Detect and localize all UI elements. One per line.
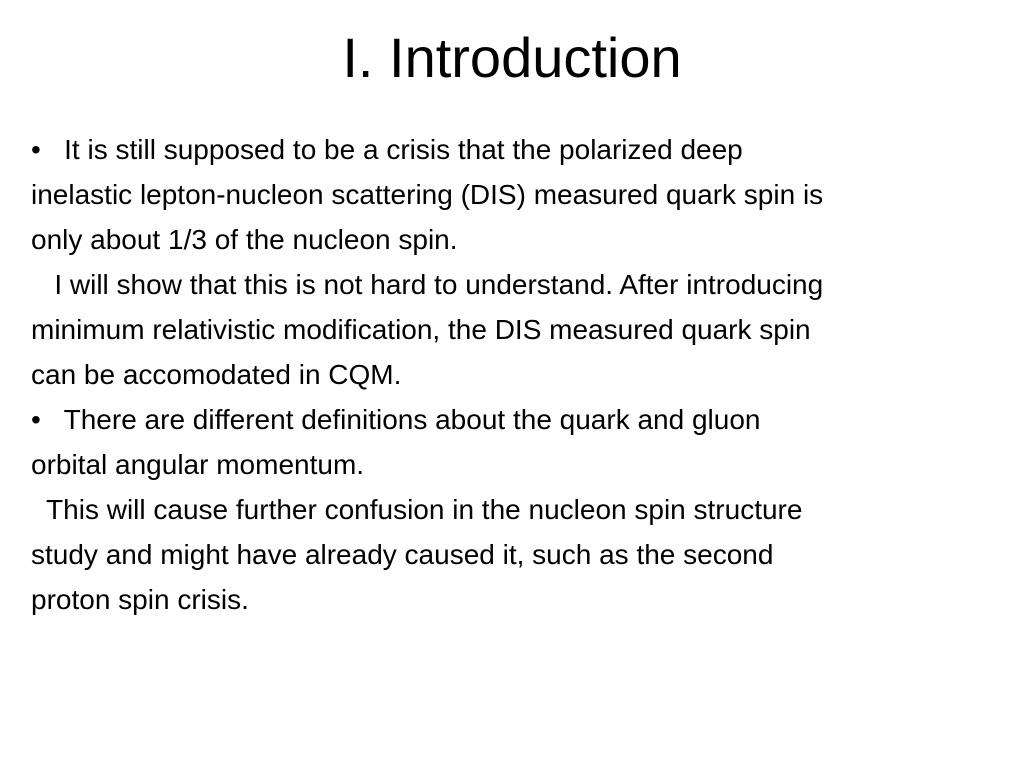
paragraph-relativistic-modification [31, 262, 1006, 397]
text-line: I will show that this is not hard to understand. After introducing [31, 269, 824, 300]
text-line: inelastic lepton-nucleon scattering (DIS) measured quark spin is [31, 179, 824, 210]
text-line: can be accomodated in CQM. [31, 359, 402, 390]
paragraph-orbital-angular-momentum [31, 397, 1006, 487]
text-line: • It is still supposed to be a crisis that the polarized deep [31, 134, 743, 165]
text-line: This will cause further confusion in the nucleon spin structure [31, 494, 803, 525]
text-line: minimum relativistic modification, the DIS measured quark spin [31, 314, 811, 345]
paragraph-second-spin-crisis [31, 487, 1006, 622]
slide-title: I. Introduction [342, 26, 682, 89]
text-line: • There are different definitions about the quark and gluon [31, 404, 761, 435]
text-line: orbital angular momentum. [31, 449, 365, 480]
slide-body [31, 127, 1006, 622]
paragraph-quark-spin-crisis [31, 127, 1006, 262]
text-line: study and might have already caused it, such as the second [31, 539, 774, 570]
text-line: only about 1/3 of the nucleon spin. [31, 224, 458, 255]
text-line: proton spin crisis. [31, 584, 249, 615]
